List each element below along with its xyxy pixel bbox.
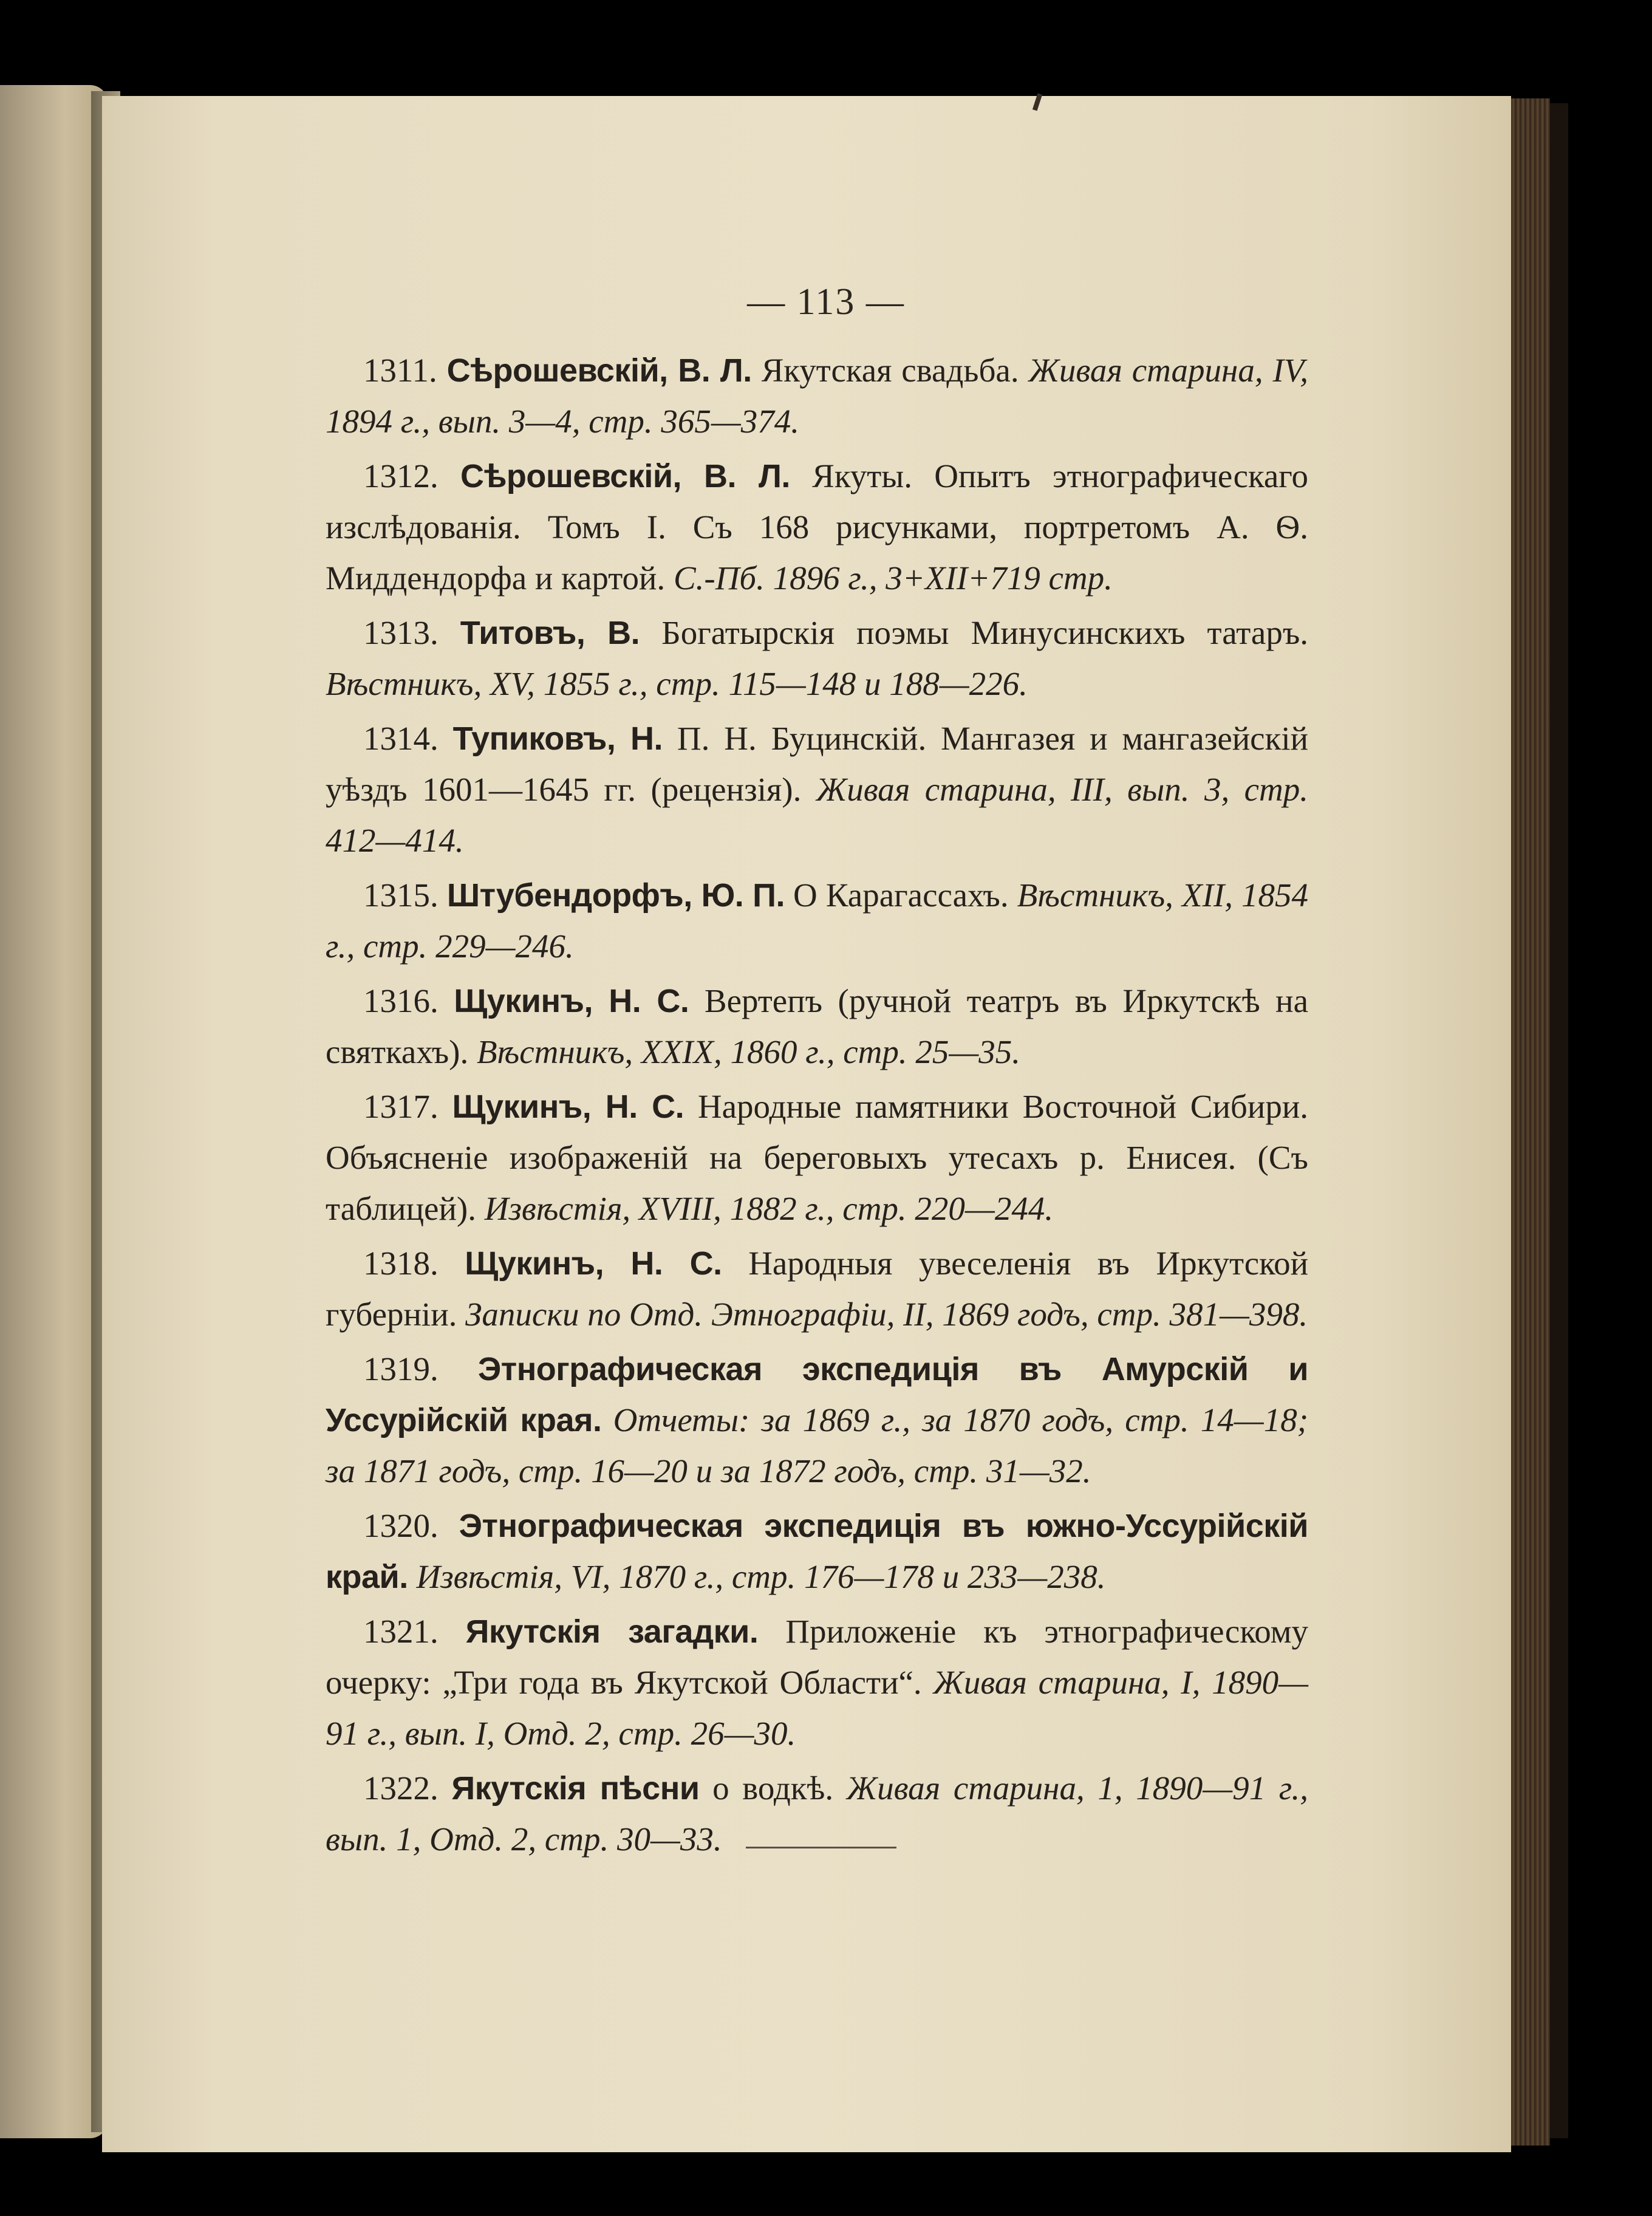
bibliography-entry [326, 1763, 1308, 1865]
bibliography-entry [326, 1606, 1308, 1759]
entry-source: Извѣстія, XVIII, 1882 г., стр. 220—244. [484, 1190, 1054, 1227]
entry-source: Записки по Отд. Этнографіи, II, 1869 годъ, стр. 381—398. [465, 1296, 1308, 1333]
entry-source: Вѣстникъ, XXIX, 1860 г., стр. 25—35. [476, 1033, 1021, 1070]
entry-description: Народныя увеселенія въ Иркутской губерніи. [326, 1245, 1309, 1333]
end-rule [746, 1847, 896, 1848]
bibliography-list [326, 345, 1308, 1869]
entry-source: Живая старина, I, 1890—91 г., вып. I, Отд. 2, стр. 26—30. [326, 1664, 1308, 1752]
entry-description: Богатырскія поэмы Минусинскихъ татаръ. [661, 614, 1309, 651]
entry-author: Сѣрошевскій, В. Л. [460, 458, 790, 494]
entry-source: Живая старина, 1, 1890—91 г., вып. 1, Отд. 2, стр. 30—33. [326, 1770, 1309, 1858]
entry-description: Якуты. Опытъ этнографическаго изслѣдованія. Томъ I. Съ 168 рисунками, портретомъ А. Ѳ. Миддендорфа и картой. [326, 457, 1309, 597]
bibliography-entry [326, 607, 1308, 710]
entry-author: Этнографическая экспедиція въ Амурскій и Уссурійскій края. [326, 1351, 1308, 1438]
entry-number: 1311. [363, 352, 437, 389]
entry-number: 1319. [363, 1350, 439, 1387]
entry-number: 1315. [363, 877, 439, 914]
entry-source: Живая старина, III, вып. 3, стр. 412—414. [326, 771, 1309, 859]
entry-description: П. Н. Буцинскій. Мангазея и мангазейскій уѣздъ 1601—1645 гг. (рецензія). [326, 720, 1309, 808]
bibliography-entry [326, 451, 1308, 604]
entry-author: Тупиковъ, Н. [452, 720, 663, 757]
entry-description: Народные памятники Восточной Сибири. Объясненіе изображеній на береговыхъ утесахъ р. Енисея. (Съ таблицей). [326, 1088, 1308, 1227]
page-stack-edge [1511, 98, 1550, 2146]
entry-source: Живая старина, IV, 1894 г., вып. 3—4, стр. 365—374. [326, 352, 1309, 440]
entry-description: О Карагассахъ. [793, 877, 1009, 914]
bibliography-entry [326, 1500, 1308, 1602]
entry-number: 1317. [363, 1088, 439, 1125]
entry-source: С.-Пб. 1896 г., 3+XII+719 стр. [673, 559, 1113, 597]
entry-number: 1320. [363, 1507, 439, 1544]
book-cover-edge [1550, 103, 1568, 2138]
entry-source: Отчеты: за 1869 г., за 1870 годъ, стр. 14—18; за 1871 годъ, стр. 16—20 и за 1872 годъ, стр. 31—32. [326, 1401, 1309, 1489]
bibliography-entry [326, 870, 1308, 972]
entry-number: 1313. [363, 614, 439, 651]
bibliography-entry [326, 1081, 1308, 1234]
bibliography-entry [326, 1344, 1308, 1497]
entry-number: 1322. [363, 1770, 439, 1807]
entry-author: Щукинъ, Н. С. [452, 1089, 684, 1125]
entry-author: Якутскія загадки. [465, 1613, 759, 1650]
entry-author: Штубендорфъ, Ю. П. [446, 877, 785, 914]
entry-description: Якутская свадьба. [761, 352, 1019, 389]
entry-author: Якутскія пѣсни [451, 1770, 700, 1807]
entry-description: о водкѣ. [712, 1770, 834, 1807]
entry-number: 1312. [363, 457, 439, 494]
entry-number: 1314. [363, 720, 439, 757]
entry-source: Вѣстникъ, XII, 1854 г., стр. 229—246. [326, 877, 1309, 965]
bibliography-entry [326, 713, 1308, 866]
entry-source: Извѣстія, VI, 1870 г., стр. 176—178 и 233—238. [416, 1558, 1106, 1595]
entry-number: 1321. [363, 1613, 439, 1650]
bibliography-entry [326, 1238, 1308, 1340]
bibliography-entry [326, 345, 1308, 447]
bibliography-entry [326, 976, 1308, 1078]
entry-author: Титовъ, В. [460, 615, 640, 651]
page-number: — 113 — [747, 281, 905, 323]
entry-author: Сѣрошевскій, В. Л. [446, 352, 752, 389]
entry-number: 1318. [363, 1245, 439, 1282]
entry-description: Вертепъ (ручной театръ въ Иркутскѣ на святкахъ). [326, 982, 1309, 1070]
entry-author: Щукинъ, Н. С. [465, 1245, 722, 1282]
entry-source: Вѣстникъ, XV, 1855 г., стр. 115—148 и 188—226. [326, 665, 1028, 702]
entry-description: Приложеніе къ этнографическому очерку: „Три года въ Якутской Области“. [326, 1613, 1308, 1701]
entry-author: Щукинъ, Н. С. [454, 983, 689, 1019]
entry-author: Этнографическая экспедиція въ южно-Уссурійскій край. [326, 1508, 1308, 1595]
entry-number: 1316. [363, 982, 439, 1019]
